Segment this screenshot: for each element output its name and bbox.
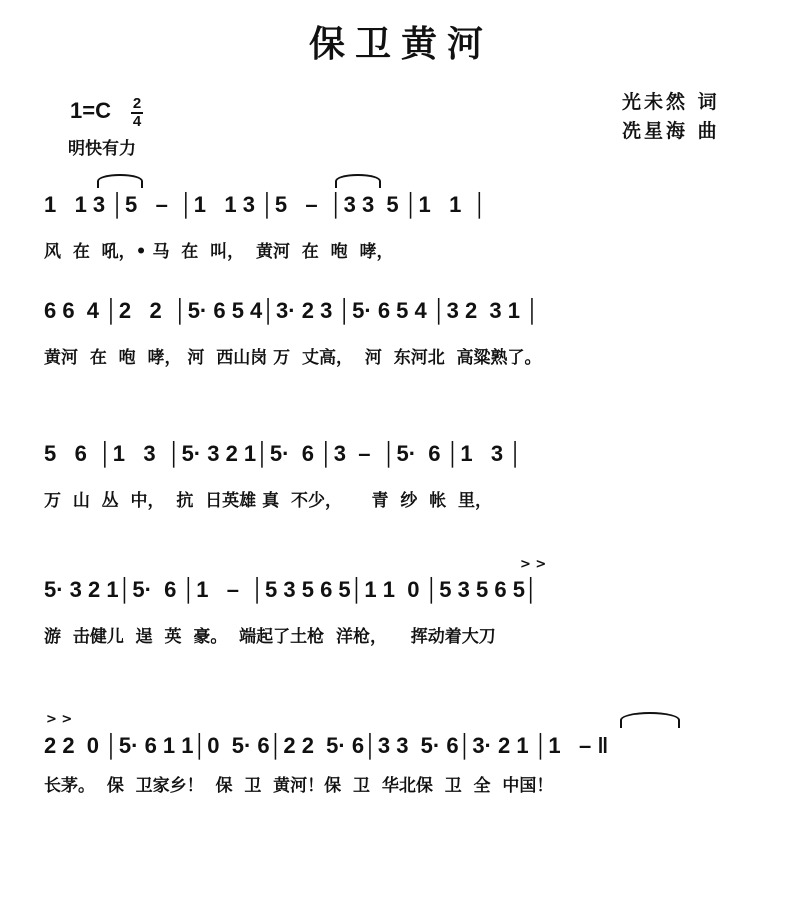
time-signature (131, 97, 143, 129)
song-title: 保卫黄河 (308, 24, 493, 65)
staff-4-lyrics: 游 击健儿 逞 英 豪。 端起了土枪 洋枪， 挥动着大刀 (44, 627, 496, 647)
staff-5-notes: 2 2 0 │5· 6 1 1│0 5· 6│2 2 5· 6│3 3 5· 6│3· 2 1 │1 – ‖ (44, 733, 609, 758)
staff-3-lyrics: 万 山 丛 中， 抗 日英雄 真 不少， 青 纱 帐 里， (44, 491, 493, 511)
accent-mark: > > (46, 712, 73, 727)
tempo-marking: 明快有力 (68, 139, 136, 159)
staff-1-lyrics: 风 在 吼，• 马 在 叫， 黄河 在 咆 哮， (44, 242, 394, 262)
staff-2-notes: 6 6 4 │2 2 │5· 6 5 4│3· 2 3 │5· 6 5 4 │3 2 3 1 │ (44, 298, 540, 323)
slur-mark (335, 174, 381, 188)
meter-top: 2 (132, 95, 142, 112)
composer-credit: 冼星海 曲 (622, 120, 720, 142)
key-signature: 1=C (70, 98, 111, 123)
staff-2-lyrics: 黄河 在 咆 哮， 河 西山岗 万 丈高， 河 东河北 高粱熟了。 (44, 348, 542, 368)
accent-mark: > > (520, 557, 547, 572)
staff-1-notes: 1 1 3 │5 – │1 1 3 │5 – │3 3 5 │1 1 │ (44, 192, 488, 217)
meter-bottom: 4 (132, 113, 142, 130)
lyricist-credit: 光未然 词 (622, 91, 720, 113)
staff-5-lyrics: 长茅。 保 卫家乡！ 保 卫 黄河！保 卫 华北保 卫 全 中国！ (44, 776, 554, 796)
credits (622, 88, 720, 146)
tie-mark (620, 712, 680, 728)
staff-3-notes: 5 6 │1 3 │5· 3 2 1│5· 6 │3 – │5· 6 │1 3 │ (44, 441, 524, 466)
slur-mark (97, 174, 143, 188)
staff-4-notes: 5· 3 2 1│5· 6 │1 – │5 3 5 6 5│1 1 0 │5 3 5 6 5│ (44, 577, 539, 602)
